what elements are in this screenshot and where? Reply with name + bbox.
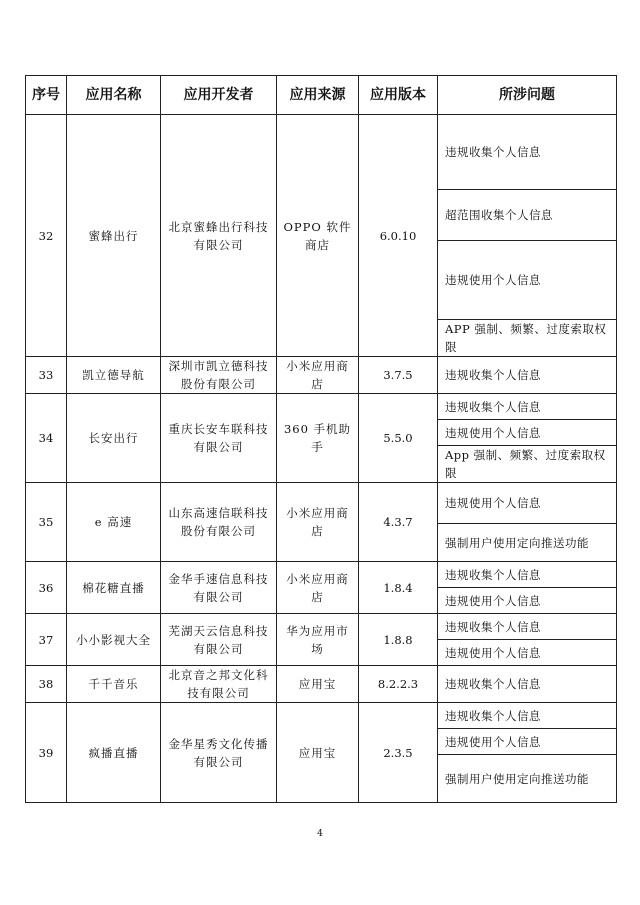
app-version: 3.7.5 bbox=[359, 357, 438, 394]
header-version: 应用版本 bbox=[359, 76, 438, 115]
header-issues: 所涉问题 bbox=[438, 76, 617, 115]
app-developer: 深圳市凯立德科技股份有限公司 bbox=[161, 357, 277, 394]
app-index: 38 bbox=[26, 666, 67, 703]
app-index: 34 bbox=[26, 394, 67, 483]
app-index: 36 bbox=[26, 562, 67, 614]
app-developer: 金华手速信息科技有限公司 bbox=[161, 562, 277, 614]
table-row bbox=[26, 115, 617, 190]
app-issue: 违规收集个人信息 bbox=[438, 562, 617, 588]
app-issue: 违规使用个人信息 bbox=[438, 588, 617, 614]
table-header-row bbox=[26, 76, 617, 115]
app-violations-table bbox=[25, 75, 617, 803]
app-developer: 山东高速信联科技股份有限公司 bbox=[161, 483, 277, 562]
table-row bbox=[26, 703, 617, 729]
app-name: 小小影视大全 bbox=[67, 614, 161, 666]
app-index: 39 bbox=[26, 703, 67, 803]
app-index: 33 bbox=[26, 357, 67, 394]
app-version: 2.3.5 bbox=[359, 703, 438, 803]
table-row bbox=[26, 666, 617, 703]
app-source: 应用宝 bbox=[277, 666, 359, 703]
app-name: 蜜蜂出行 bbox=[67, 115, 161, 357]
app-version: 6.0.10 bbox=[359, 115, 438, 357]
app-version: 4.3.7 bbox=[359, 483, 438, 562]
app-source: 小米应用商店 bbox=[277, 562, 359, 614]
app-source: 小米应用商店 bbox=[277, 483, 359, 562]
table-row bbox=[26, 394, 617, 420]
table-body bbox=[26, 115, 617, 803]
app-issue: 违规收集个人信息 bbox=[438, 614, 617, 640]
app-issue: 违规使用个人信息 bbox=[438, 640, 617, 666]
app-version: 1.8.8 bbox=[359, 614, 438, 666]
header-source: 应用来源 bbox=[277, 76, 359, 115]
app-version: 1.8.4 bbox=[359, 562, 438, 614]
app-issue: 违规使用个人信息 bbox=[438, 729, 617, 755]
app-developer: 北京音之邦文化科技有限公司 bbox=[161, 666, 277, 703]
app-source: 小米应用商店 bbox=[277, 357, 359, 394]
app-version: 8.2.2.3 bbox=[359, 666, 438, 703]
app-name: 长安出行 bbox=[67, 394, 161, 483]
app-developer: 重庆长安车联科技有限公司 bbox=[161, 394, 277, 483]
app-index: 35 bbox=[26, 483, 67, 562]
app-developer: 芜湖天云信息科技有限公司 bbox=[161, 614, 277, 666]
app-issue: App 强制、频繁、过度索取权限 bbox=[438, 446, 617, 483]
page-number: 4 bbox=[317, 829, 323, 839]
app-issue: 违规收集个人信息 bbox=[438, 357, 617, 394]
app-issue: 违规收集个人信息 bbox=[438, 394, 617, 420]
app-issue: 违规收集个人信息 bbox=[438, 703, 617, 729]
app-index: 32 bbox=[26, 115, 67, 357]
table-row bbox=[26, 614, 617, 640]
app-issue: 违规收集个人信息 bbox=[438, 115, 617, 190]
app-name: 棉花糖直播 bbox=[67, 562, 161, 614]
app-name: e 高速 bbox=[67, 483, 161, 562]
header-developer: 应用开发者 bbox=[161, 76, 277, 115]
app-index: 37 bbox=[26, 614, 67, 666]
app-source: 应用宝 bbox=[277, 703, 359, 803]
app-source: 360 手机助手 bbox=[277, 394, 359, 483]
app-source: OPPO 软件商店 bbox=[277, 115, 359, 357]
app-issue: 违规使用个人信息 bbox=[438, 420, 617, 446]
app-issue: 违规收集个人信息 bbox=[438, 666, 617, 703]
app-issue: 超范围收集个人信息 bbox=[438, 190, 617, 241]
app-developer: 北京蜜蜂出行科技有限公司 bbox=[161, 115, 277, 357]
app-issue: 违规使用个人信息 bbox=[438, 241, 617, 320]
table-row bbox=[26, 483, 617, 524]
app-version: 5.5.0 bbox=[359, 394, 438, 483]
app-issue: 强制用户使用定向推送功能 bbox=[438, 755, 617, 803]
header-app-name: 应用名称 bbox=[67, 76, 161, 115]
app-name: 千千音乐 bbox=[67, 666, 161, 703]
app-issue: 强制用户使用定向推送功能 bbox=[438, 524, 617, 562]
app-source: 华为应用市场 bbox=[277, 614, 359, 666]
app-name: 疯播直播 bbox=[67, 703, 161, 803]
app-developer: 金华星秀文化传播有限公司 bbox=[161, 703, 277, 803]
header-index: 序号 bbox=[26, 76, 67, 115]
app-issue: 违规使用个人信息 bbox=[438, 483, 617, 524]
app-name: 凯立德导航 bbox=[67, 357, 161, 394]
table-row bbox=[26, 562, 617, 588]
table-row bbox=[26, 357, 617, 394]
app-issue: APP 强制、频繁、过度索取权限 bbox=[438, 320, 617, 357]
